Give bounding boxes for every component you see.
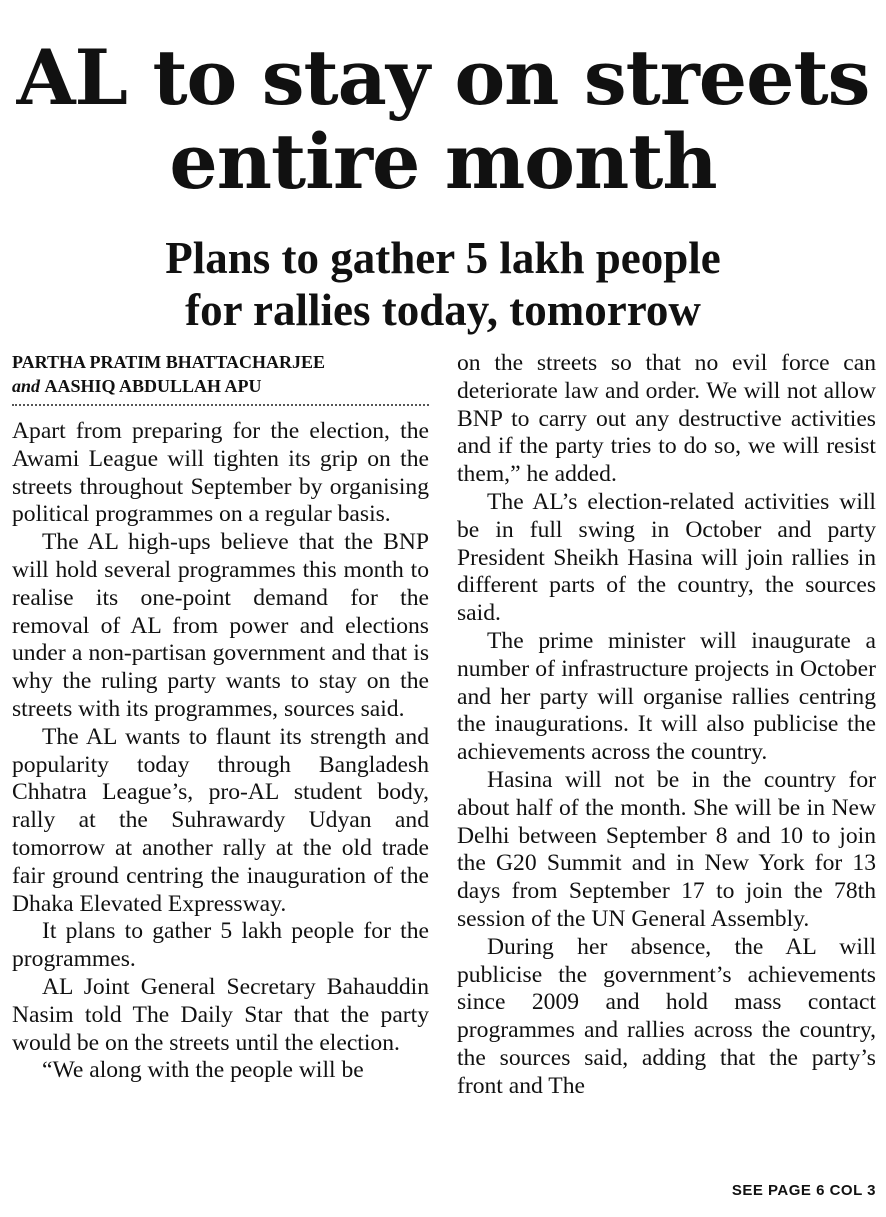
article-column-left	[12, 350, 429, 1085]
paragraph: “We along with the people will be	[42, 1057, 364, 1084]
headline-line-1: AL to stay on streets	[16, 33, 870, 122]
paragraph: It plans to gather 5 lakh people for the programmes.	[12, 918, 429, 973]
paragraph: AL Joint General Secretary Bahauddin Nasim told The Daily Star that the party would be on the streets until the election.	[12, 973, 429, 1056]
subheadline-line-1: Plans to gather 5 lakh people	[165, 233, 721, 283]
byline-author-1: PARTHA PRATIM BHATTACHARJEE	[12, 352, 326, 372]
paragraph: During her absence, the AL will publicise the government’s achievements since 2009 and hold mass contact programmes and rallies across the country, the sources said, adding that the party’s front and The	[457, 933, 876, 1099]
jump-line: SEE PAGE 6 COL 3	[731, 1182, 876, 1199]
article-column-right	[457, 350, 876, 1101]
byline-author-2: AASHIQ ABDULLAH APU	[44, 376, 262, 396]
paragraph: The prime minister will inaugurate a number of infrastructure projects in October and her party will organise rallies centring the inaugurations. It will also publicise the achievements across the country.	[457, 627, 876, 766]
headline	[0, 33, 886, 206]
paragraph: The AL’s election-related activities will be in full swing in October and party President Sheikh Hasina will join rallies in different parts of the country, the sources said.	[457, 488, 876, 627]
subheadline-line-2: for rallies today, tomorrow	[185, 285, 701, 335]
paragraph: Hasina will not be in the country for about half of the month. She will be in New Delhi between September 8 and 10 to join the G20 Summit and in New York for 13 days from September 17 to join the 78th session of the UN General Assembly.	[457, 766, 876, 932]
paragraph: Apart from preparing for the election, the Awami League will tighten its grip on the streets throughout September by organising political programmes on a regular basis.	[12, 418, 429, 528]
subheadline	[0, 232, 886, 336]
headline-line-2: entire month	[169, 117, 717, 206]
paragraph: The AL high-ups believe that the BNP will hold several programmes this month to realise its one-point demand for the removal of AL from power and elections under a non-partisan government and that is why the ruling party wants to stay on the streets with its programmes, sources said.	[12, 529, 429, 722]
byline-and: and	[12, 376, 41, 396]
byline	[12, 350, 429, 406]
paragraph: on the streets so that no evil force can deteriorate law and order. We will not allow BNP to carry out any destructive activities and if the party tries to do so, we will resist them,” he added.	[457, 350, 876, 488]
paragraph: The AL wants to flaunt its strength and popularity today through Bangladesh Chhatra League’s, pro-AL student body, rally at the Suhrawardy Udyan and tomorrow at another rally at the old trade fair ground centring the inauguration of the Dhaka Elevated Expressway.	[12, 723, 429, 917]
